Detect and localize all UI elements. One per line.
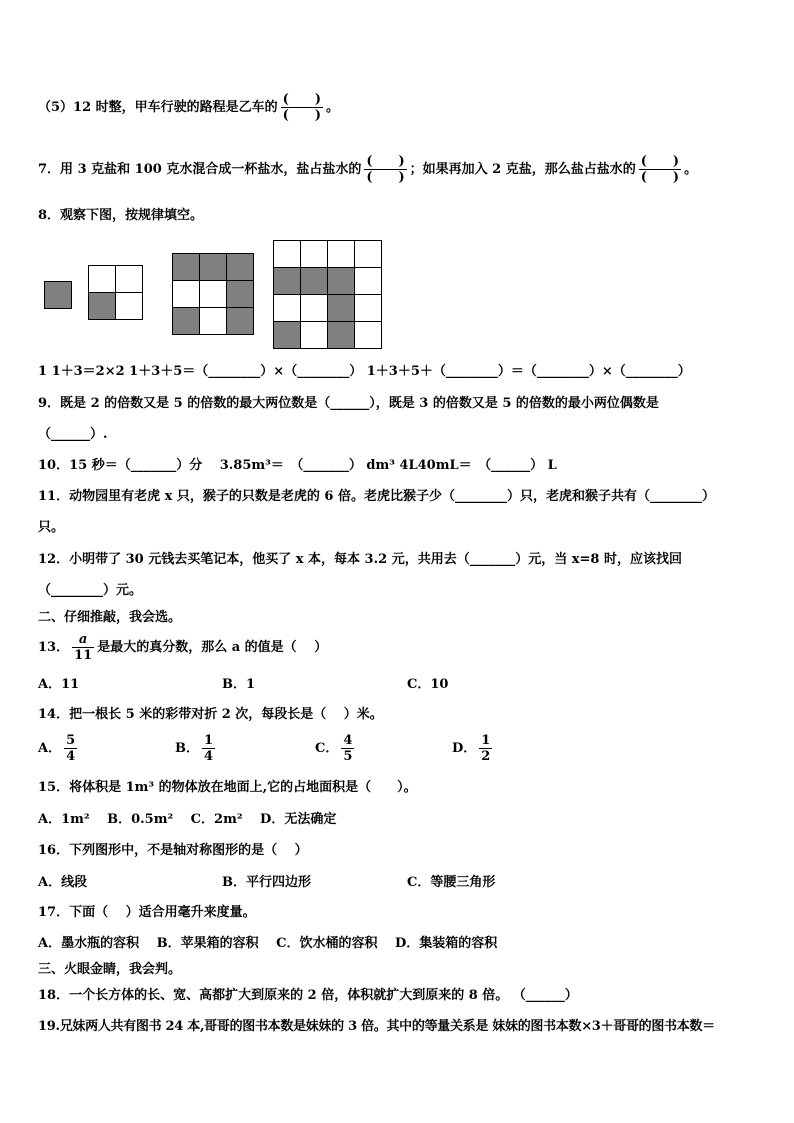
q15-options[interactable]: A．1m² B．0.5m² C．2m² D．无法确定 (38, 812, 337, 827)
question-18: 18．一个长方体的长、宽、高都扩大到原来的 2 倍，体积就扩大到原来的 8 倍。 （______） (38, 988, 578, 1003)
fraction-denominator: 4 (66, 749, 76, 764)
fraction-numerator: 1 (481, 733, 491, 748)
section-2-heading: 二、仔细推敲，我会选。 (38, 610, 182, 625)
shaded-square (328, 295, 355, 322)
blank-square (173, 281, 200, 308)
shaded-square (227, 281, 254, 308)
blank-square (301, 295, 328, 322)
blank-fraction-2[interactable] (639, 154, 681, 185)
question-16: 16．下列图形中，不是轴对称图形的是（ ） (38, 843, 308, 858)
pattern-figure-2 (88, 265, 143, 320)
blank-square (355, 295, 382, 322)
question-12-line-2: （________）元。 (38, 583, 143, 598)
q13-suffix: 是最大的真分数，那么 a 的值是（ ） (97, 640, 328, 655)
q7-text-2: ；如果再加入 2 克盐，那么盐占盐水的 (409, 162, 636, 177)
shaded-square (45, 282, 72, 309)
q16-option-a[interactable]: A．线段 (38, 875, 88, 890)
shaded-square (173, 308, 200, 335)
shaded-square (227, 254, 254, 281)
shaded-square (200, 254, 227, 281)
question-6-5 (38, 92, 339, 123)
fraction-denominator: 4 (204, 749, 214, 764)
q13-option-a[interactable]: A．11 (38, 677, 80, 692)
fraction-denominator: ( ) (282, 108, 321, 123)
option-fraction (202, 733, 215, 764)
blank-square (116, 266, 143, 293)
blank-square (89, 266, 116, 293)
q16-option-b[interactable]: B．平行四边形 (222, 875, 311, 890)
question-11-line-2: 只。 (38, 520, 65, 535)
fraction-denominator: 2 (481, 749, 491, 764)
question-8-title: 8．观察下图，按规律填空。 (38, 208, 204, 223)
blank-square (116, 293, 143, 320)
blank-square (355, 268, 382, 295)
fraction-numerator: ( ) (640, 154, 680, 169)
q13-prefix: 13． (38, 640, 70, 655)
q14-option-b[interactable] (175, 733, 218, 764)
blank-square (328, 241, 355, 268)
question-14: 14．把一根长 5 米的彩带对折 2 次，每段长是（ ）米。 (38, 707, 383, 722)
blank-square (355, 241, 382, 268)
option-fraction (479, 733, 492, 764)
q14-option-d[interactable] (452, 733, 495, 764)
question-15: 15．将体积是 1m³ 的物体放在地面上,它的占地面积是（ ）。 (38, 780, 417, 795)
q13-option-b[interactable]: B．1 (222, 677, 256, 692)
option-label: D． (452, 741, 477, 756)
q6-5-prefix: （5）12 时整，甲车行驶的路程是乙车的 (38, 100, 278, 115)
question-7 (38, 154, 697, 185)
option-label: A． (38, 741, 62, 756)
blank-fraction-1[interactable] (364, 154, 406, 185)
shaded-square (274, 322, 301, 349)
fraction-numerator: a (78, 632, 88, 647)
blank-square (274, 241, 301, 268)
question-12-line-1: 12．小明带了 30 元钱去买笔记本，他买了 x 本，每本 3.2 元，共用去（_______）元，当 x=8 时，应该找回 (38, 552, 682, 567)
q14-option-a[interactable] (38, 733, 80, 764)
blank-square (200, 308, 227, 335)
pattern-figure-3 (172, 253, 254, 335)
question-11-line-1: 11．动物园里有老虎 x 只，猴子的只数是老虎的 6 倍。老虎比猴子少（________）只，老虎和猴子共有（________） (38, 489, 715, 504)
blank-square (200, 281, 227, 308)
q17-options[interactable]: A．墨水瓶的容积 B．苹果箱的容积 C．饮水桶的容积 D．集装箱的容积 (38, 936, 498, 951)
q7-suffix: 。 (684, 162, 698, 177)
shaded-square (227, 308, 254, 335)
shaded-square (274, 268, 301, 295)
shaded-square (328, 322, 355, 349)
fraction-numerator: ( ) (282, 92, 321, 107)
option-fraction (64, 733, 77, 764)
question-9-line-2: （______）. (38, 427, 108, 442)
fraction-denominator: ( ) (366, 170, 405, 185)
fraction-a-over-11 (72, 632, 94, 663)
fraction-denominator: 5 (343, 749, 353, 764)
blank-square (301, 241, 328, 268)
pattern-figure-1 (44, 281, 72, 309)
question-19: 19.兄妹两人共有图书 24 本,哥哥的图书本数是妹妹的 3 倍。其中的等量关系是 妹妹的图书本数×3＋哥哥的图书本数＝ (38, 1019, 715, 1034)
fraction-numerator: ( ) (366, 154, 405, 169)
blank-square (274, 295, 301, 322)
question-9-line-1: 9．既是 2 的倍数又是 5 的倍数的最大两位数是（______），既是 3 的倍数又是 5 的倍数的最小两位偶数是 (38, 396, 659, 411)
fraction-numerator: 1 (204, 733, 214, 748)
blank-fraction[interactable] (281, 92, 323, 123)
blank-square (301, 322, 328, 349)
section-3-heading: 三、火眼金睛，我会判。 (38, 962, 182, 977)
shaded-square (301, 268, 328, 295)
q7-text-1: 7．用 3 克盐和 100 克水混合成一杯盐水，盐占盐水的 (38, 162, 362, 177)
fraction-numerator: 4 (343, 733, 353, 748)
question-17: 17．下面（ ）适合用毫升来度量。 (38, 905, 256, 920)
question-13 (38, 632, 327, 663)
q16-option-c[interactable]: C．等腰三角形 (407, 875, 496, 890)
option-fraction (341, 733, 354, 764)
option-label: C． (315, 741, 339, 756)
q13-option-c[interactable]: C．10 (407, 677, 449, 692)
fraction-denominator: ( ) (640, 170, 680, 185)
question-10: 10．15 秒＝（_______）分 3.85m³＝ （_______） dm³ 4L40mL＝ （______） L (38, 458, 557, 473)
q8-pattern-line: 1 1＋3＝2×2 1＋3＋5＝（________）×（________） 1＋3＋5＋（________）＝（________）×（________） (38, 364, 691, 379)
q14-option-c[interactable] (315, 733, 357, 764)
fraction-denominator: 11 (74, 648, 93, 663)
shaded-square (89, 293, 116, 320)
option-label: B． (175, 741, 199, 756)
shaded-square (328, 268, 355, 295)
pattern-figure-4 (273, 240, 382, 349)
shaded-square (173, 254, 200, 281)
blank-square (355, 322, 382, 349)
fraction-numerator: 5 (66, 733, 76, 748)
q6-5-suffix: 。 (325, 100, 339, 115)
